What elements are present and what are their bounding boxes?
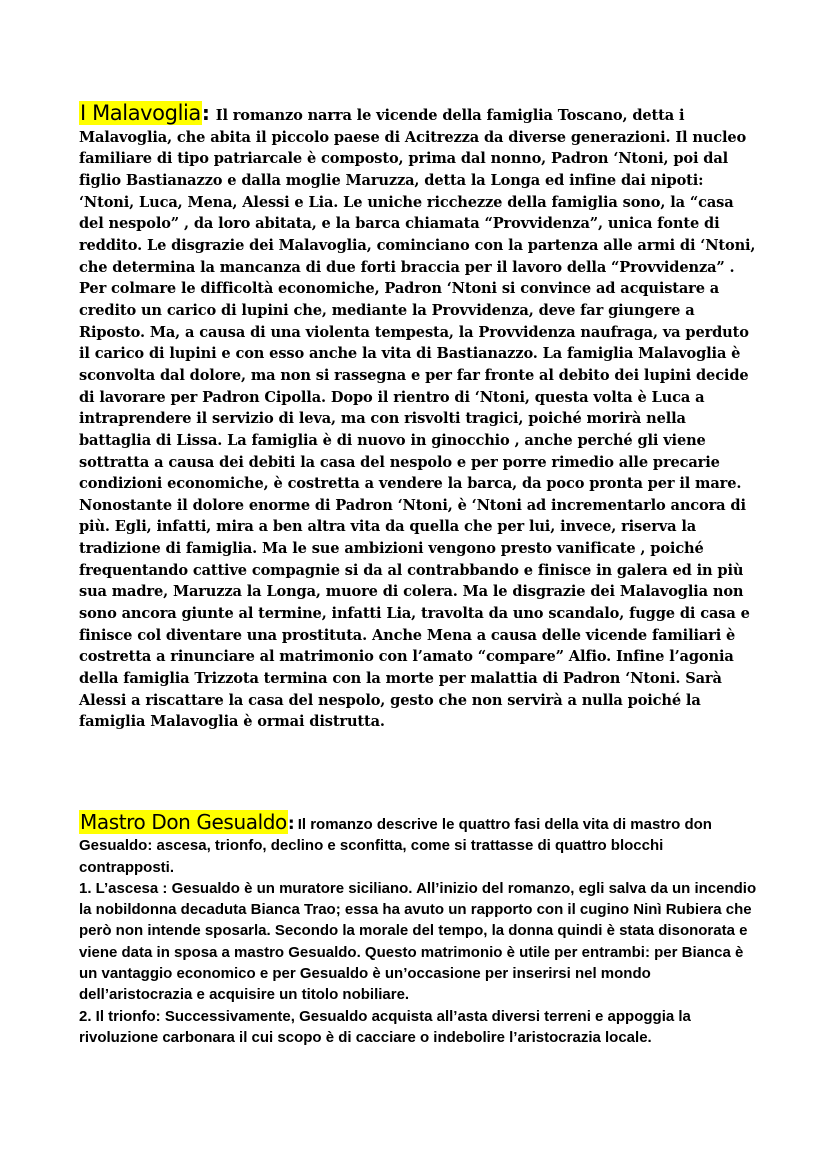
section-heading-gesualdo: Mastro Don Gesualdo xyxy=(80,810,287,834)
section-heading-malavoglia: I Malavoglia xyxy=(80,101,201,125)
gesualdo-intro-paragraph xyxy=(79,809,760,878)
gesualdo-point-trionfo: 2. Il trionfo: Successivamente, Gesualdo acquista all’asta diversi terreni e appoggia la rivoluzione carbonara il cui scopo è di cacciare o indebolire l’aristocrazia locale. xyxy=(79,1007,691,1046)
section-malavoglia xyxy=(79,100,760,733)
malavoglia-paragraph xyxy=(79,100,760,733)
heading-colon: : xyxy=(201,101,210,125)
malavoglia-body-text: Il romanzo narra le vicende della famiglia Toscano, detta i Malavoglia, che abita il piccolo paese di Acitrezza da diverse generazioni. Il nucleo familiare di tipo patriarcale è composto, prima dal nonno, Padron ‘Ntoni, poi dal figlio Bastianazzo e dalla moglie Maruzza, detta la Longa ed infine dai nipoti: ‘Ntoni, Luca, Mena, Alessi e Lia. Le uniche ricchezze della famiglia sono, la “casa del nespolo” , da loro abitata, e la barca chiamata “Provvidenza”, unica fonte di reddito. Le disgrazie dei Malavoglia, cominciano con la partenza alle armi di ‘Ntoni, che determina la mancanza di due forti braccia per il lavoro della “Provvidenza” . Per colmare le difficoltà economiche, Padron ‘Ntoni si convince ad acquistare a credito un carico di lupini che, mediante la Provvidenza, deve far giungere a Riposto. Ma, a causa di una violenta tempesta, la Provvidenza naufraga, va perduto il carico di lupini e con esso anche la vita di Bastianazzo. La famiglia Malavoglia è sconvolta dal dolore, ma non si rassegna e per far fronte al debito dei lupini decide di lavorare per Padron Cipolla. Dopo il rientro di ‘Ntoni, questa volta è Luca a intraprendere il servizio di leva, ma con risvolti tragici, poiché morirà nella battaglia di Lissa. La famiglia è di nuovo in ginocchio , anche perché gli viene sottratta a causa dei debiti la casa del nespolo e per porre rimedio alle precarie condizioni economiche, è costretta a vendere la barca, da poco pronta per il mare. Nonostante il dolore enorme di Padron ‘Ntoni, è ‘Ntoni ad incrementarlo ancora di più. Egli, infatti, mira a ben altra vita da quella che per lui, invece, riserva la tradizione di famiglia. Ma le sue ambizioni vengono presto vanificate , poiché frequentando cattive compagnie si da al contrabbando e finisce in galera ed in più sua madre, Maruzza la Longa, muore di colera. Ma le disgrazie dei Malavoglia non sono ancora giunte al termine, infatti Lia, travolta da uno scandalo, fugge di casa e finisce col diventare una prostituta. Anche Mena a causa delle vicende familiari è costretta a rinunciare al matrimonio con l’amato “compare” Alfio. Infine l’agonia della famiglia Trizzota termina con la morte per malattia di Padron ‘Ntoni. Sarà Alessi a riscattare la casa del nespolo, gesto che non servirà a nulla poiché la famiglia Malavoglia è ormai distrutta. xyxy=(79,107,756,731)
section-gesualdo xyxy=(79,809,760,1048)
gesualdo-intro-text: Il romanzo descrive le quattro fasi della vita di mastro don Gesualdo: ascesa, trionfo, declino e sconfitta, come si trattasse di quattro blocchi contrapposti. xyxy=(79,816,712,876)
heading-colon: : xyxy=(287,814,295,834)
gesualdo-point-ascesa: 1. L’ascesa : Gesualdo è un muratore siciliano. All’inizio del romanzo, egli salva da un incendio la nobildonna decaduta Bianca Trao; essa ha avuto un rapporto con il cugino Ninì Rubiera che però non intende sposarla. Secondo la morale del tempo, la donna quindi è stata disonorata e viene data in sposa a mastro Gesualdo. Questo matrimonio è utile per entrambi: per Bianca è un vantaggio economico e per Gesualdo è un’occasione per inserirsi nel mondo dell’aristocrazia e acquisire un titolo nobiliare. xyxy=(79,879,757,1004)
